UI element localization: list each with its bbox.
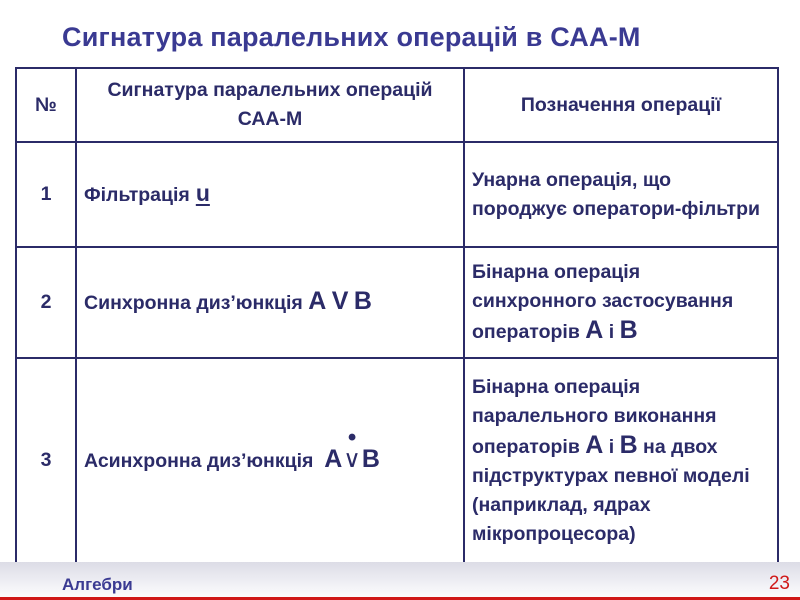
desc-symbol-a: A xyxy=(585,316,604,344)
page-title: Сигнатура паралельних операцій в САА-М xyxy=(62,22,641,52)
table-header-row xyxy=(16,68,778,142)
operation-name: Синхронна диз’юнкція xyxy=(84,292,303,314)
operation-desc-continued: на двох підструктурах певної моделі (наприклад, ядрах мікропроцесора) xyxy=(472,435,750,545)
symbol-b: B xyxy=(353,287,372,315)
page-number: 23 xyxy=(768,573,790,594)
desc-symbol-a: A xyxy=(585,430,604,459)
desc-conjunction: і xyxy=(608,435,615,458)
symbol-a: A xyxy=(308,287,327,315)
filter-symbol: u xyxy=(195,180,210,206)
operation-name-cell xyxy=(76,247,464,358)
table-row xyxy=(16,247,778,358)
desc-conjunction: і xyxy=(608,321,615,343)
operation-desc: Унарна операція, що породжує оператори-фільтри xyxy=(464,142,778,247)
row-num: 1 xyxy=(16,142,76,247)
row-num: 3 xyxy=(16,358,76,563)
desc-symbol-b: B xyxy=(619,430,638,459)
header-num: № xyxy=(16,68,76,142)
operation-name-cell xyxy=(76,358,464,563)
operation-name: Фільтрація xyxy=(84,184,190,206)
header-designation: Позначення операції xyxy=(464,68,778,142)
header-signature: Сигнатура паралельних операцій САА-М xyxy=(76,68,464,142)
sync-disjunction-symbol: V xyxy=(331,287,349,315)
operation-desc: Бінарна операція паралельного виконання операторів xyxy=(472,375,717,458)
table-row xyxy=(16,142,778,247)
operation-desc: Бінарна операція синхронного застосування операторів xyxy=(472,261,734,343)
table-row xyxy=(16,358,778,563)
dot-mark: • xyxy=(347,424,357,451)
footer-label: Алгебри xyxy=(62,575,133,594)
operation-name: Асинхронна диз’юнкція xyxy=(84,450,314,472)
symbol-a: A xyxy=(324,445,343,473)
vee-mark: ∨ xyxy=(343,446,361,473)
symbol-b: B xyxy=(361,445,380,473)
operation-name-cell xyxy=(76,142,464,247)
async-disjunction-symbol xyxy=(343,424,361,474)
row-num: 2 xyxy=(16,247,76,358)
operation-desc-cell xyxy=(464,247,778,358)
desc-symbol-b: B xyxy=(619,316,638,344)
signature-table xyxy=(15,67,779,564)
operation-desc-cell xyxy=(464,358,778,563)
